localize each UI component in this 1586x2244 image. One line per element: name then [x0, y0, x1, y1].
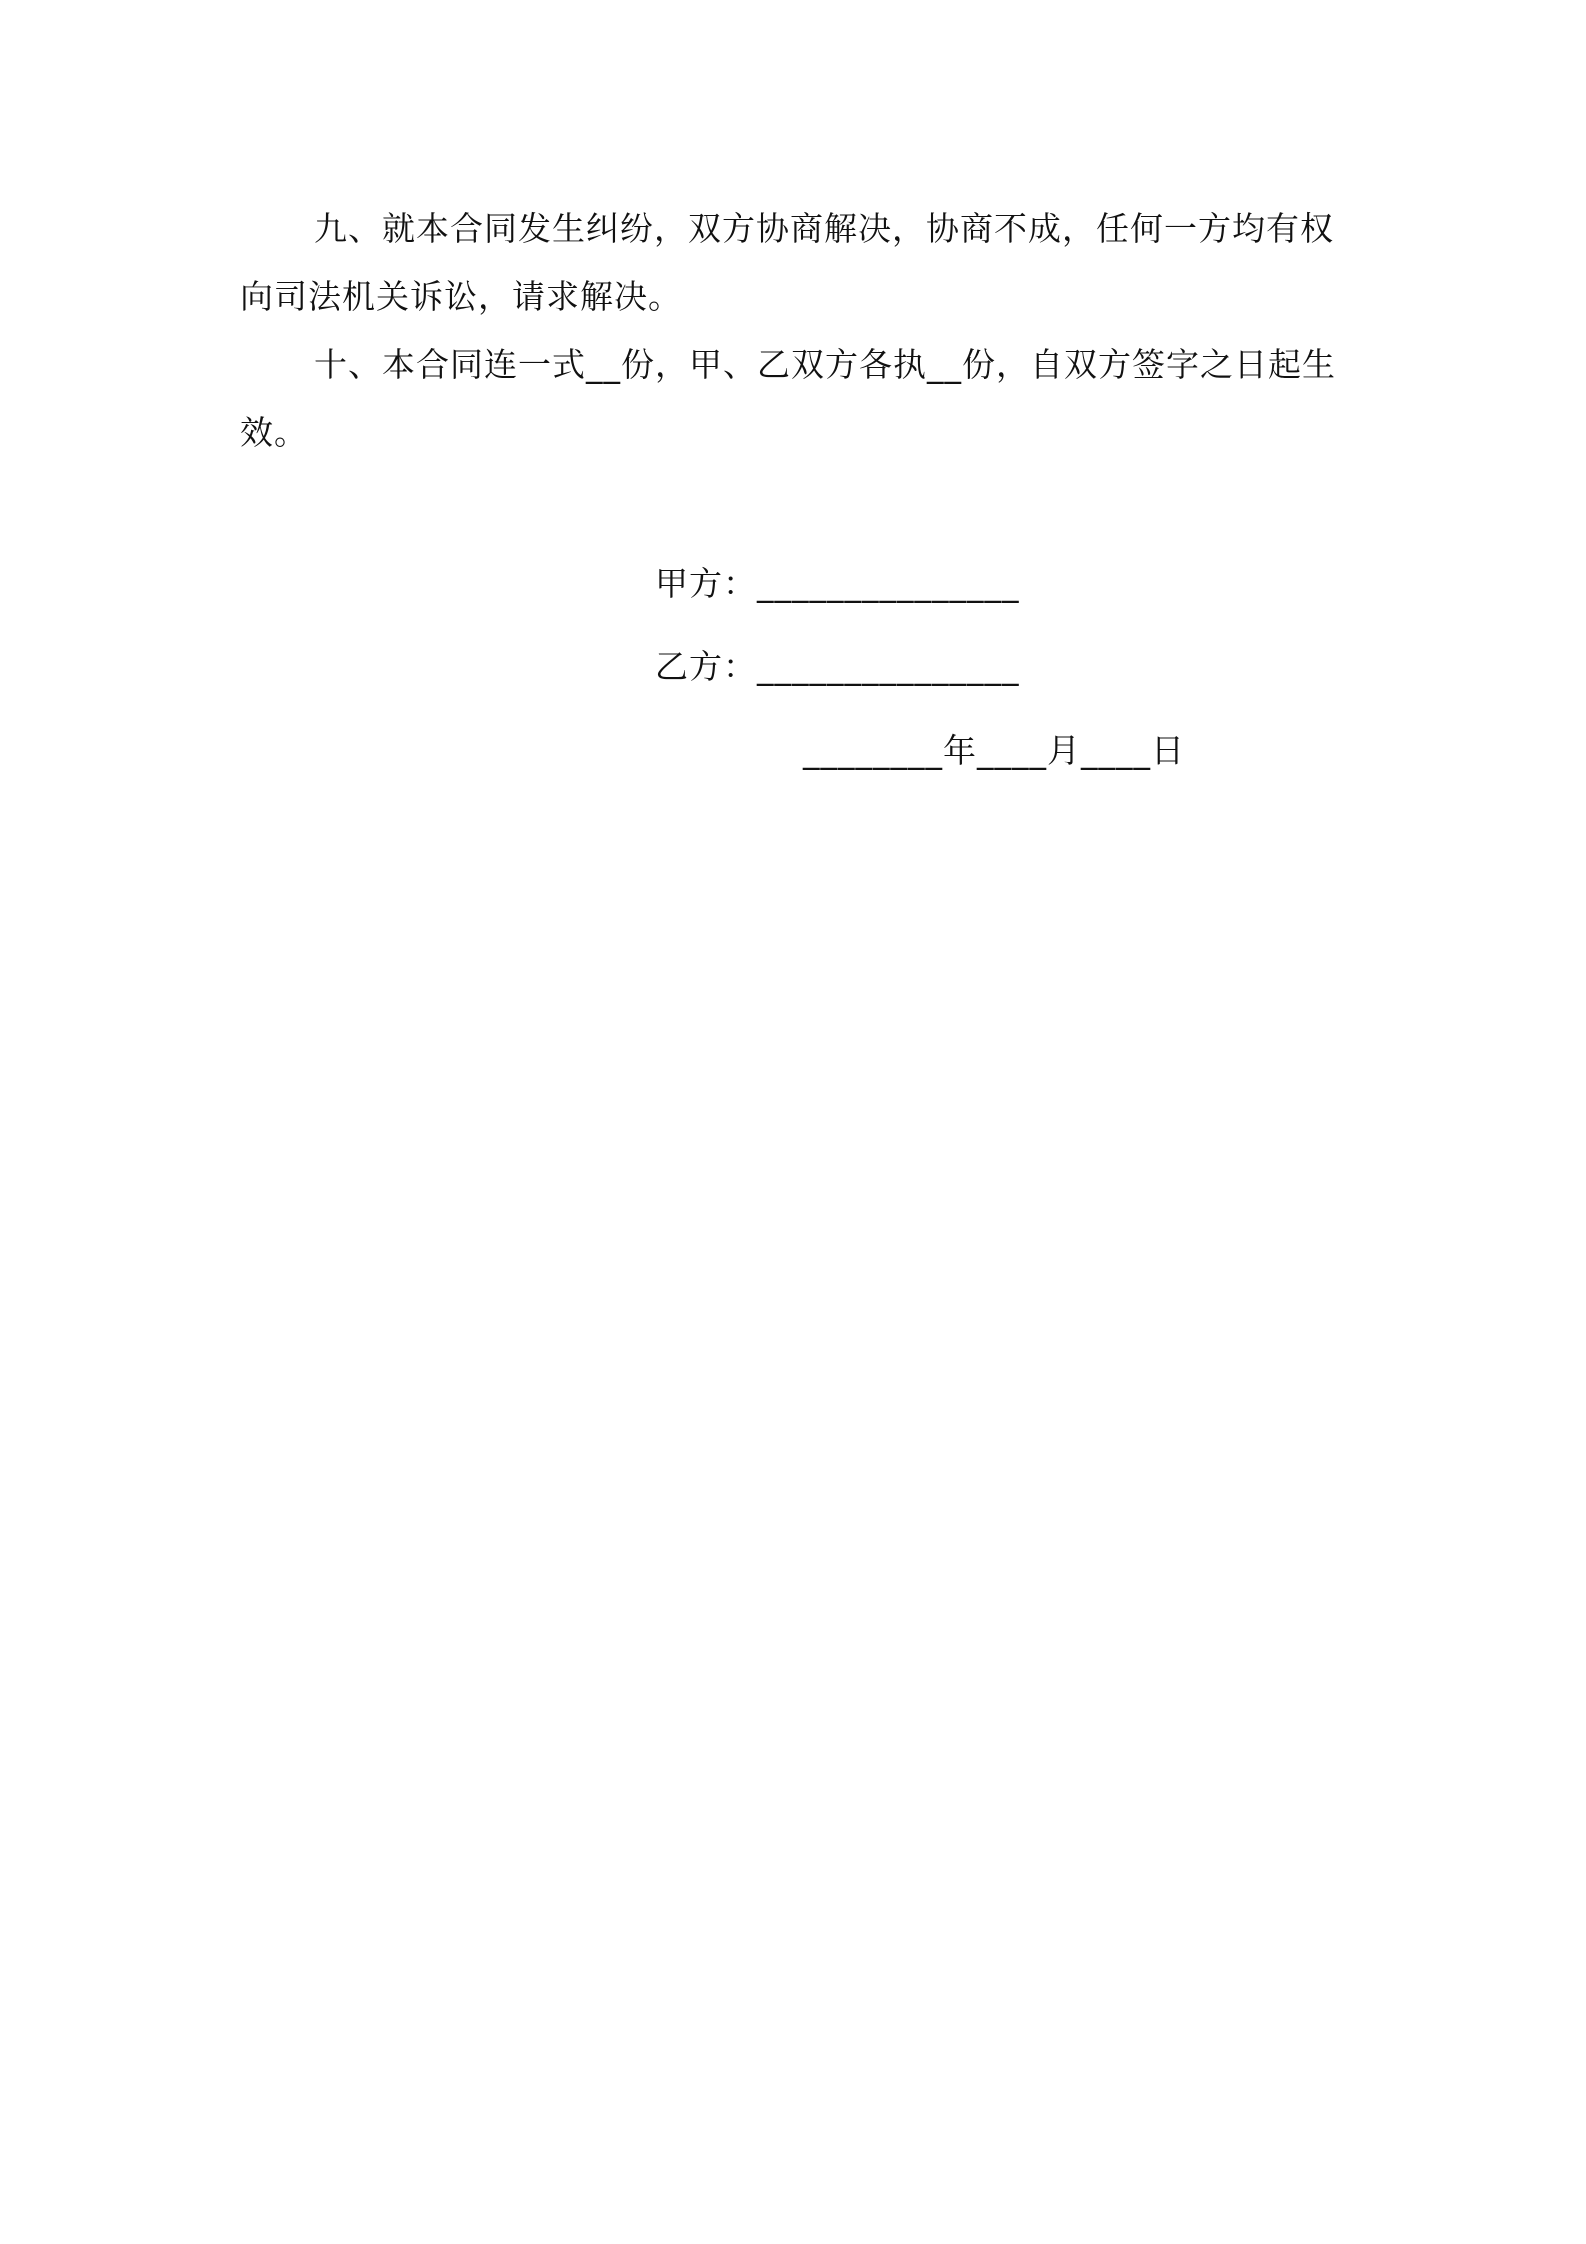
signing-date-line: ________年____月____日 [803, 731, 1185, 770]
clause-ten: 十、本合同连一式__份，甲、乙双方各执__份，自双方签字之日起生效。 [240, 345, 1336, 452]
party-b-signature-line: 乙方：_______________ [655, 647, 1020, 686]
contract-body [240, 195, 1360, 467]
clause-nine: 九、就本合同发生纠纷，双方协商解决，协商不成，任何一方均有权向司法机关诉讼，请求解决。 [240, 209, 1334, 316]
party-a-signature-line: 甲方：_______________ [655, 564, 1020, 603]
